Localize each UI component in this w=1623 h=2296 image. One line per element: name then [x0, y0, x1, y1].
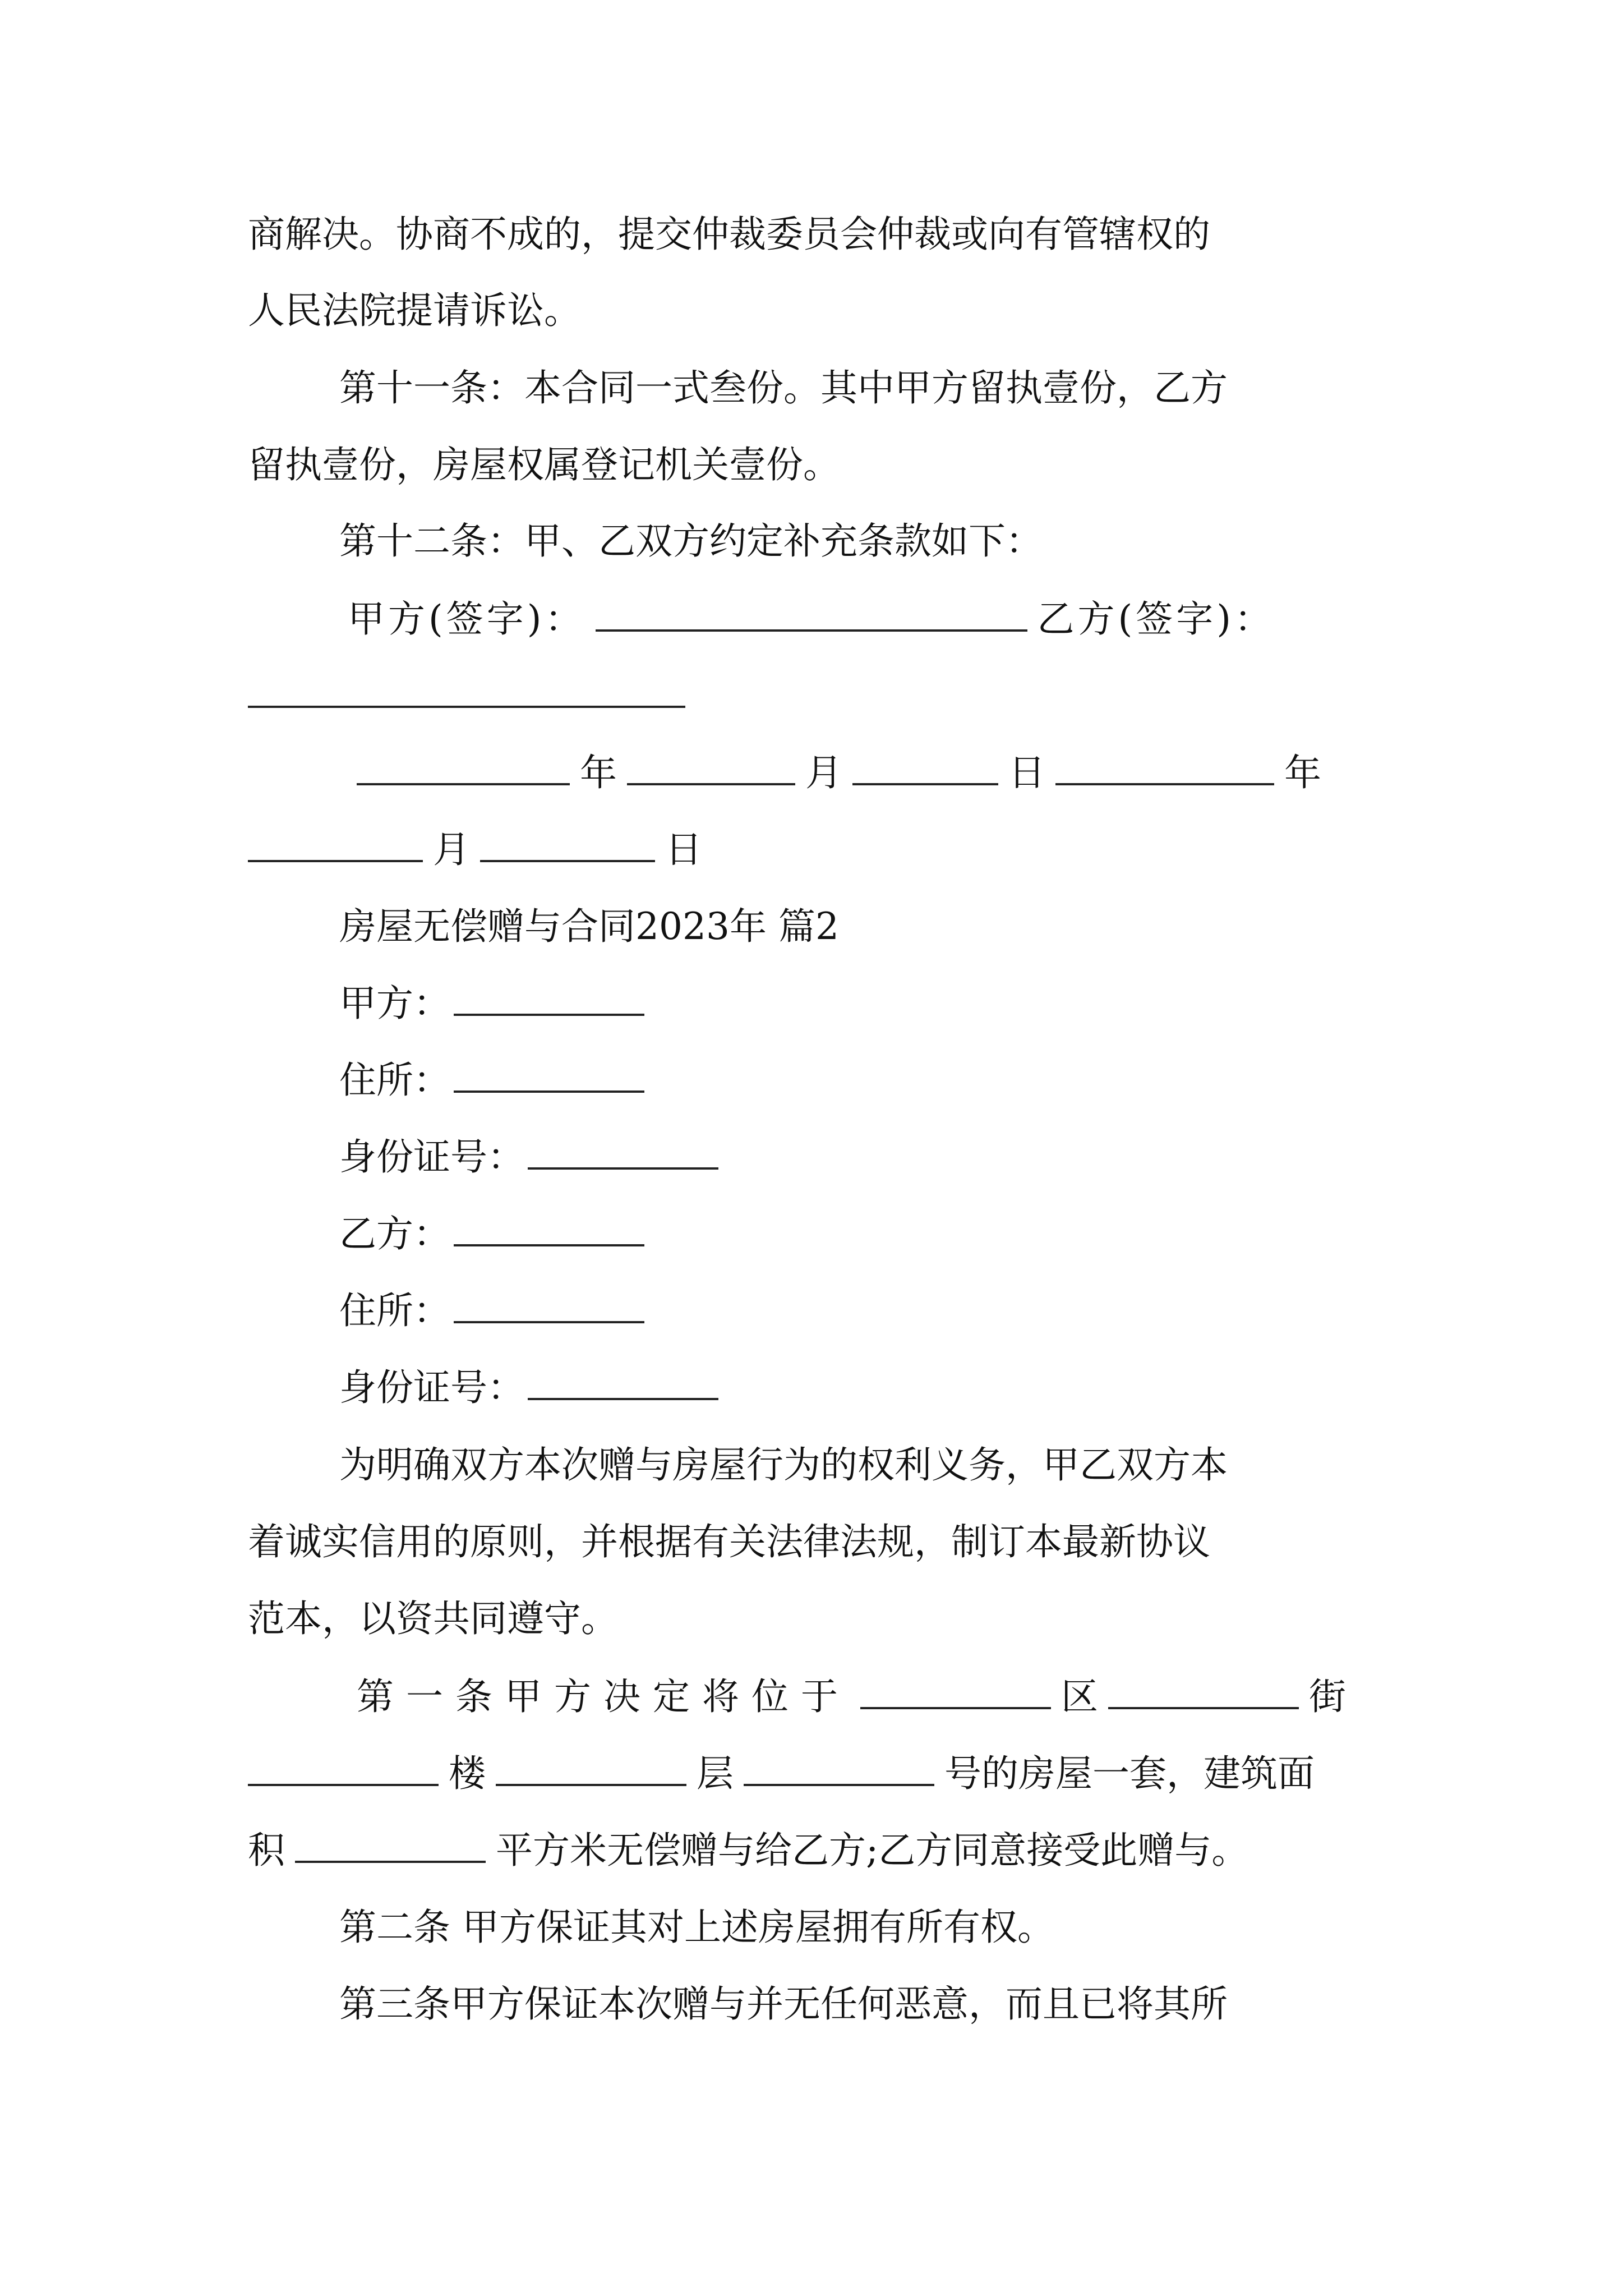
date-line-continued [0, 827, 1623, 872]
district-label: 区 [1061, 1675, 1098, 1718]
article-1-line [0, 1828, 1623, 1873]
day-field-b[interactable] [480, 849, 655, 862]
id-b-field[interactable] [528, 1387, 718, 1400]
number-tail: 号的房屋一套，建筑面 [944, 1752, 1315, 1795]
year-field-b[interactable] [1055, 772, 1274, 785]
day-label: 日 [665, 828, 702, 871]
year-field-a[interactable] [357, 772, 570, 785]
paragraph-line: 商解决。协商不成的，提交仲裁委员会仲裁或向有管辖权的 [248, 213, 1210, 256]
party-b-row [0, 1212, 1623, 1257]
intro-line: 着诚实信用的原则，并根据有关法律法规，制订本最新协议 [248, 1520, 1210, 1563]
id-b-label: 身份证号： [339, 1366, 524, 1409]
party-a-label: 甲方： [339, 982, 450, 1025]
address-b-label: 住所： [339, 1289, 450, 1332]
id-b-row [0, 1365, 1623, 1410]
article-1-prefix: 第一条甲方决定将位于 [357, 1675, 850, 1718]
party-a-signature-label: 甲方(签字)： [348, 597, 585, 641]
paragraph-line: 人民法院提请诉讼。 [248, 289, 581, 332]
year-label: 年 [1284, 751, 1321, 794]
signature-line-continued [0, 673, 1623, 718]
address-b-row [0, 1289, 1623, 1333]
day-field-a[interactable] [852, 772, 998, 785]
party-b-label: 乙方： [339, 1212, 450, 1255]
section-heading: 房屋无偿赠与合同2023年 篇2 [339, 905, 839, 948]
party-b-signature-label: 乙方(签字)： [1037, 597, 1275, 641]
party-a-row [0, 981, 1623, 1026]
id-a-row [0, 1135, 1623, 1180]
id-a-field[interactable] [528, 1156, 718, 1170]
party-b-field[interactable] [454, 1233, 644, 1246]
article-1-line [0, 1751, 1623, 1796]
intro-line: 为明确双方本次赠与房屋行为的权利义务，甲乙双方本 [339, 1443, 1228, 1487]
intro-line: 范本，以资共同遵守。 [248, 1597, 618, 1640]
number-field[interactable] [744, 1773, 934, 1786]
clause-11-line: 留执壹份，房屋权属登记机关壹份。 [248, 443, 840, 486]
clause-12-line: 第十二条：甲、乙双方约定补充条款如下： [339, 519, 1043, 563]
article-2-line: 第二条 甲方保证其对上述房屋拥有所有权。 [339, 1906, 1054, 1949]
day-label: 日 [1008, 751, 1045, 794]
building-label: 楼 [449, 1752, 486, 1795]
address-a-field[interactable] [454, 1079, 644, 1093]
month-field-b[interactable] [248, 849, 423, 862]
year-label: 年 [580, 751, 617, 794]
floor-label: 层 [697, 1752, 734, 1795]
area-prefix: 积 [248, 1829, 285, 1872]
area-tail: 平方米无偿赠与给乙方;乙方同意接受此赠与。 [496, 1829, 1249, 1872]
address-a-label: 住所： [339, 1059, 450, 1102]
clause-11-line: 第十一条：本合同一式叁份。其中甲方留执壹份，乙方 [339, 366, 1228, 409]
party-a-field[interactable] [454, 1002, 644, 1016]
address-a-row [0, 1058, 1623, 1103]
month-label: 月 [805, 751, 842, 794]
area-field[interactable] [295, 1849, 486, 1863]
street-field[interactable] [1108, 1696, 1299, 1709]
month-field-a[interactable] [627, 772, 795, 785]
building-field[interactable] [248, 1773, 439, 1786]
article-1-line [0, 1674, 1623, 1719]
address-b-field[interactable] [454, 1310, 644, 1323]
date-line [0, 751, 1623, 795]
district-field[interactable] [860, 1696, 1051, 1709]
street-label: 街 [1309, 1675, 1346, 1718]
article-3-line: 第三条甲方保证本次赠与并无任何恶意，而且已将其所 [339, 1982, 1228, 2026]
floor-field[interactable] [496, 1773, 686, 1786]
party-a-signature-field[interactable] [596, 618, 1027, 632]
party-b-signature-field[interactable] [248, 694, 685, 708]
id-a-label: 身份证号： [339, 1135, 524, 1179]
month-label: 月 [433, 828, 470, 871]
signature-line [0, 597, 1623, 642]
